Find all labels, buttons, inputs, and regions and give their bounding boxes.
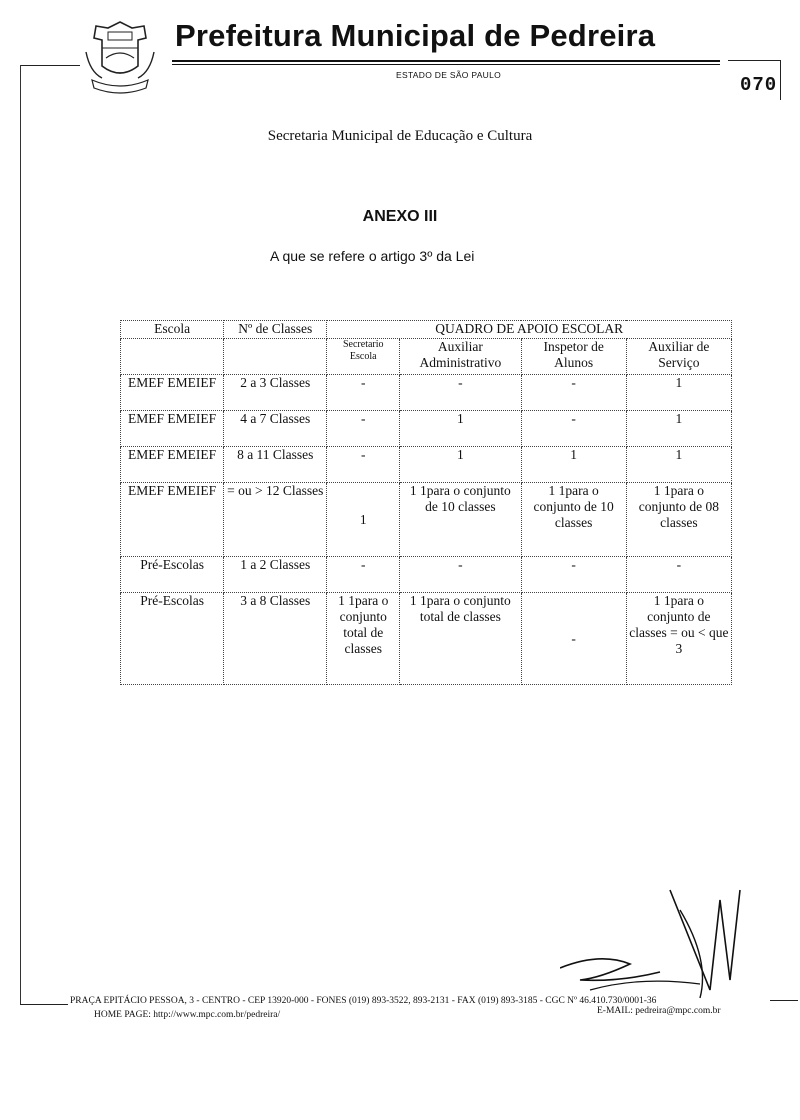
cell-auxiliar-adm: 1 1para o conjunto total de classes — [400, 593, 521, 685]
cell-inspetor: - — [521, 593, 626, 685]
cell-secretario: - — [327, 557, 400, 593]
header-quadro: QUADRO DE APOIO ESCOLAR — [327, 321, 732, 339]
cell-secretario: - — [327, 447, 400, 483]
cell-escola: EMEF EMEIEF — [121, 411, 224, 447]
table-row — [121, 447, 732, 483]
cell-auxiliar-serv: 1 — [626, 447, 731, 483]
signature-icon — [560, 880, 760, 1010]
table-row — [121, 557, 732, 593]
header-auxiliar-adm: Auxiliar Administrativo — [400, 339, 521, 375]
empty-cell — [224, 339, 327, 375]
cell-auxiliar-serv: 1 — [626, 411, 731, 447]
cell-auxiliar-serv: 1 — [626, 375, 731, 411]
cell-auxiliar-adm: - — [400, 375, 521, 411]
cell-auxiliar-adm: 1 1para o conjunto de 10 classes — [400, 483, 521, 557]
table-row — [121, 593, 732, 685]
cell-classes: = ou > 12 Classes — [224, 483, 327, 557]
cell-classes: 1 a 2 Classes — [224, 557, 327, 593]
cell-inspetor: - — [521, 411, 626, 447]
cell-inspetor: 1 1para o conjunto de 10 classes — [521, 483, 626, 557]
cell-classes: 2 a 3 Classes — [224, 375, 327, 411]
table-header-row — [121, 321, 732, 339]
header-n-classes: Nº de Classes — [224, 321, 327, 339]
cell-secretario: - — [327, 411, 400, 447]
cell-auxiliar-adm: - — [400, 557, 521, 593]
municipal-crest-icon — [80, 18, 160, 98]
cell-auxiliar-adm: 1 — [400, 411, 521, 447]
cell-escola: EMEF EMEIEF — [121, 483, 224, 557]
header-title: Prefeitura Municipal de Pedreira — [175, 18, 656, 53]
header-rule — [172, 60, 720, 62]
cell-classes: 8 a 11 Classes — [224, 447, 327, 483]
cell-secretario: - — [327, 375, 400, 411]
cell-secretario: 1 — [327, 483, 400, 557]
frame-line — [20, 65, 80, 66]
cell-escola: Pré-Escolas — [121, 557, 224, 593]
cell-inspetor: - — [521, 557, 626, 593]
table-row — [121, 375, 732, 411]
cell-escola: EMEF EMEIEF — [121, 447, 224, 483]
anexo-title: ANEXO III — [362, 208, 438, 225]
table-row — [121, 483, 732, 557]
frame-line — [20, 65, 21, 1005]
frame-line — [728, 60, 780, 61]
header-inspetor: Inspetor de Alunos — [521, 339, 626, 375]
cell-escola: EMEF EMEIEF — [121, 375, 224, 411]
header-secretario: Secretario Escola — [327, 339, 400, 375]
header-escola: Escola — [121, 321, 224, 339]
cell-escola: Pré-Escolas — [121, 593, 224, 685]
cell-secretario: 1 1para o conjunto total de classes — [327, 593, 400, 685]
footer-address: PRAÇA EPITÁCIO PESSOA, 3 - CENTRO - CEP 13920-000 - FONES (019) 893-3522, 893-2131 - FAX (019) 893-3185 - CGC Nº 46.410.730/0001-36 — [70, 996, 657, 1006]
frame-line — [20, 1004, 68, 1005]
apoio-escolar-table — [120, 320, 732, 685]
cell-inspetor: 1 — [521, 447, 626, 483]
table-row — [121, 411, 732, 447]
cell-auxiliar-adm: 1 — [400, 447, 521, 483]
footer-email: E-MAIL: pedreira@mpc.com.br — [597, 1006, 721, 1016]
secretaria-heading: Secretaria Municipal de Educação e Cultura — [267, 128, 533, 144]
cell-auxiliar-serv: - — [626, 557, 731, 593]
cell-auxiliar-serv: 1 1para o conjunto de 08 classes — [626, 483, 731, 557]
table-subheader-row — [121, 339, 732, 375]
cell-auxiliar-serv: 1 1para o conjunto de classes = ou < que 3 — [626, 593, 731, 685]
cell-inspetor: - — [521, 375, 626, 411]
frame-line — [780, 60, 781, 100]
page-number: 070 — [740, 74, 778, 96]
refere-text: A que se refere o artigo 3º da Lei — [270, 248, 475, 264]
footer-homepage: HOME PAGE: http://www.mpc.com.br/pedreira/ — [94, 1010, 281, 1020]
header-rule — [172, 64, 720, 65]
header-auxiliar-serv: Auxiliar de Serviço — [626, 339, 731, 375]
header-state: ESTADO DE SÃO PAULO — [396, 70, 502, 80]
cell-classes: 3 a 8 Classes — [224, 593, 327, 685]
frame-line — [770, 1000, 798, 1001]
cell-classes: 4 a 7 Classes — [224, 411, 327, 447]
empty-cell — [121, 339, 224, 375]
